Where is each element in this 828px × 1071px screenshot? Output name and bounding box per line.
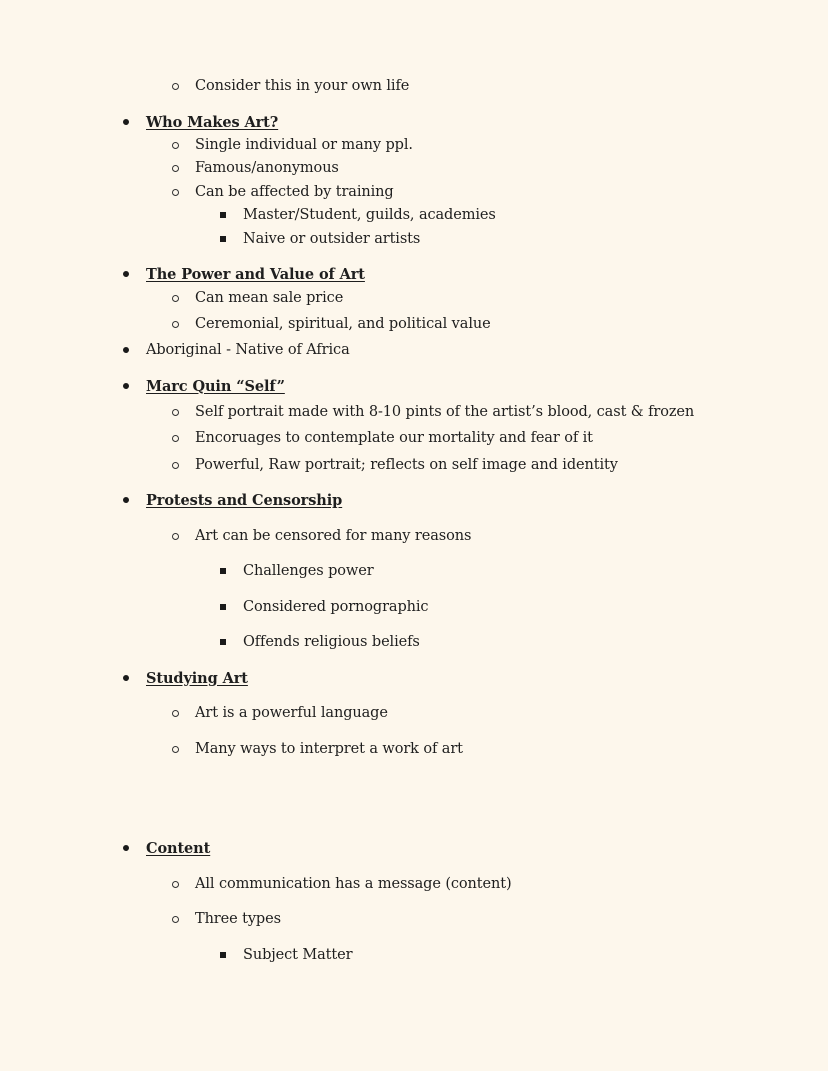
circle-bullet-icon bbox=[170, 873, 180, 895]
list-item-text: All communication has a message (content) bbox=[195, 876, 512, 892]
disc-bullet-icon bbox=[121, 339, 131, 361]
disc-bullet-icon bbox=[121, 837, 131, 859]
list-item-text: Many ways to interpret a work of art bbox=[195, 741, 463, 757]
disc-bullet-icon bbox=[121, 263, 131, 285]
circle-bullet-icon bbox=[170, 454, 180, 476]
list-item-text: Challenges power bbox=[243, 563, 374, 579]
list-item-text: Aboriginal - Native of Africa bbox=[146, 342, 350, 358]
square-bullet-icon bbox=[218, 228, 228, 250]
list-item-text: Self portrait made with 8-10 pints of the artist’s blood, cast & frozen bbox=[195, 404, 695, 420]
circle-bullet-icon bbox=[170, 181, 180, 203]
circle-bullet-icon bbox=[170, 908, 180, 930]
square-bullet-icon bbox=[218, 944, 228, 966]
disc-bullet-icon bbox=[121, 375, 131, 397]
list-item-text: Can be affected by training bbox=[195, 184, 394, 200]
square-bullet-icon bbox=[218, 596, 228, 618]
list-item-text: Famous/anonymous bbox=[195, 160, 339, 176]
section-heading: Who Makes Art? bbox=[146, 113, 279, 131]
disc-bullet-icon bbox=[121, 489, 131, 511]
list-item-text: Art is a powerful language bbox=[195, 705, 388, 721]
section-heading: Content bbox=[146, 839, 211, 857]
list-item-text: Subject Matter bbox=[243, 947, 353, 963]
list-item-text: Powerful, Raw portrait; reflects on self image and identity bbox=[195, 457, 618, 473]
list-item-text: Three types bbox=[195, 911, 281, 927]
square-bullet-icon bbox=[218, 560, 228, 582]
section-heading: Studying Art bbox=[146, 669, 248, 687]
circle-bullet-icon bbox=[170, 313, 180, 335]
square-bullet-icon bbox=[218, 204, 228, 226]
disc-bullet-icon bbox=[121, 667, 131, 689]
circle-bullet-icon bbox=[170, 134, 180, 156]
circle-bullet-icon bbox=[170, 427, 180, 449]
list-item-text: Master/Student, guilds, academies bbox=[243, 207, 496, 223]
square-bullet-icon bbox=[218, 631, 228, 653]
list-item-text: Can mean sale price bbox=[195, 290, 344, 306]
list-item-text: Offends religious beliefs bbox=[243, 634, 420, 650]
circle-bullet-icon bbox=[170, 75, 180, 97]
circle-bullet-icon bbox=[170, 738, 180, 760]
list-item-text: Encoruages to contemplate our mortality and fear of it bbox=[195, 430, 593, 446]
list-item-text: Naive or outsider artists bbox=[243, 231, 421, 247]
section-heading: Marc Quin “Self” bbox=[146, 377, 285, 395]
list-item-text: Consider this in your own life bbox=[195, 78, 410, 94]
list-item-text: Art can be censored for many reasons bbox=[195, 528, 472, 544]
section-heading: The Power and Value of Art bbox=[146, 265, 365, 283]
section-heading: Protests and Censorship bbox=[146, 491, 343, 509]
circle-bullet-icon bbox=[170, 702, 180, 724]
circle-bullet-icon bbox=[170, 287, 180, 309]
list-item-text: Considered pornographic bbox=[243, 599, 429, 615]
list-item-text: Ceremonial, spiritual, and political value bbox=[195, 316, 491, 332]
circle-bullet-icon bbox=[170, 157, 180, 179]
circle-bullet-icon bbox=[170, 525, 180, 547]
disc-bullet-icon bbox=[121, 111, 131, 133]
list-item-text: Single individual or many ppl. bbox=[195, 137, 413, 153]
circle-bullet-icon bbox=[170, 401, 180, 423]
